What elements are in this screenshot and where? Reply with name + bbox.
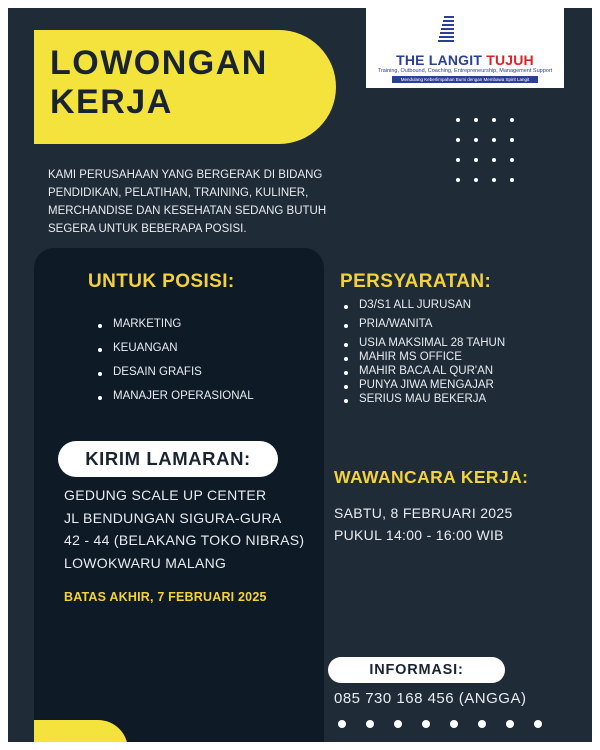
dot [338, 720, 346, 728]
requirement-item: PRIA/WANITA [344, 318, 505, 330]
logo-name-part2: TUJUH [486, 52, 534, 68]
dot [478, 720, 486, 728]
dot [456, 118, 460, 122]
dot [450, 720, 458, 728]
address-line: LOWOKWARU MALANG [64, 554, 227, 571]
dot [492, 178, 496, 182]
job-poster [8, 8, 592, 742]
logo-name [366, 52, 564, 68]
dot [492, 158, 496, 162]
dot [456, 138, 460, 142]
logo-motto: Mendulang Keberlimpahan Bumi dengan Membawa Spirit Langit [392, 76, 538, 83]
application-heading: KIRIM LAMARAN: [58, 441, 278, 477]
logo-name-part1: THE LANGIT [396, 52, 483, 68]
contact-phone: 085 730 168 456 (ANGGA) [334, 690, 527, 707]
dot [492, 118, 496, 122]
dot [506, 720, 514, 728]
requirements-heading: PERSYARATAN: [340, 271, 492, 292]
application-deadline: BATAS AKHIR, 7 FEBRUARI 2025 [64, 590, 267, 604]
interview-time: PUKUL 14:00 - 16:00 WIB [334, 527, 504, 543]
dot [456, 158, 460, 162]
dot [534, 720, 542, 728]
dot [510, 138, 514, 142]
requirement-item: SERIUS MAU BEKERJA [344, 393, 505, 405]
dot [394, 720, 402, 728]
company-logo [366, 8, 564, 88]
dot [456, 178, 460, 182]
intro-line: KAMI PERUSAHAAN YANG BERGERAK DI BIDANG [48, 169, 323, 181]
interview-heading: WAWANCARA KERJA: [334, 467, 529, 487]
requirements-list [344, 299, 505, 405]
positions-heading: UNTUK POSISI: [88, 271, 235, 292]
requirement-item: D3/S1 ALL JURUSAN [344, 299, 505, 311]
dot [492, 138, 496, 142]
address-line: 42 - 44 (BELAKANG TOKO NIBRAS) [64, 532, 305, 548]
dot [510, 158, 514, 162]
dot [474, 118, 478, 122]
position-item: DESAIN GRAFIS [98, 366, 254, 378]
title-line-2: KERJA [50, 83, 173, 121]
requirement-item: MAHIR BACA AL QUR'AN [344, 365, 505, 377]
position-item: KEUANGAN [98, 342, 254, 354]
intro-line: PENDIDIKAN, PELATIHAN, TRAINING, KULINER, [48, 187, 309, 199]
application-address [64, 484, 304, 574]
dot [510, 178, 514, 182]
intro-line: MERCHANDISE DAN KESEHATAN SEDANG BUTUH [48, 205, 327, 217]
title-line-1: LOWONGAN [50, 44, 268, 82]
dot [422, 720, 430, 728]
poster-title [50, 44, 268, 122]
position-item: MARKETING [98, 318, 254, 330]
intro-line: SEGERA UNTUK BEBERAPA POSISI. [48, 223, 247, 235]
dot [366, 720, 374, 728]
dot [510, 118, 514, 122]
dot [474, 178, 478, 182]
logo-tagline: Training, Outbound, Coaching, Entrepreneurship, Management Support [377, 68, 553, 74]
info-heading: INFORMASI: [328, 657, 505, 683]
dot [474, 158, 478, 162]
address-line: GEDUNG SCALE UP CENTER [64, 487, 267, 503]
positions-list [98, 318, 254, 402]
intro-text [48, 166, 388, 238]
dot [474, 138, 478, 142]
requirement-item: MAHIR MS OFFICE [344, 351, 505, 363]
requirement-item: PUNYA JIWA MENGAJAR [344, 379, 505, 391]
interview-date: SABTU, 8 FEBRUARI 2025 [334, 505, 513, 521]
langit-tujuh-logo-mark-icon [430, 10, 500, 54]
interview-details [334, 502, 513, 546]
requirement-item: USIA MAKSIMAL 28 TAHUN [344, 337, 505, 349]
position-item: MANAJER OPERASIONAL [98, 390, 254, 402]
address-line: JL BENDUNGAN SIGURA-GURA [64, 509, 282, 526]
